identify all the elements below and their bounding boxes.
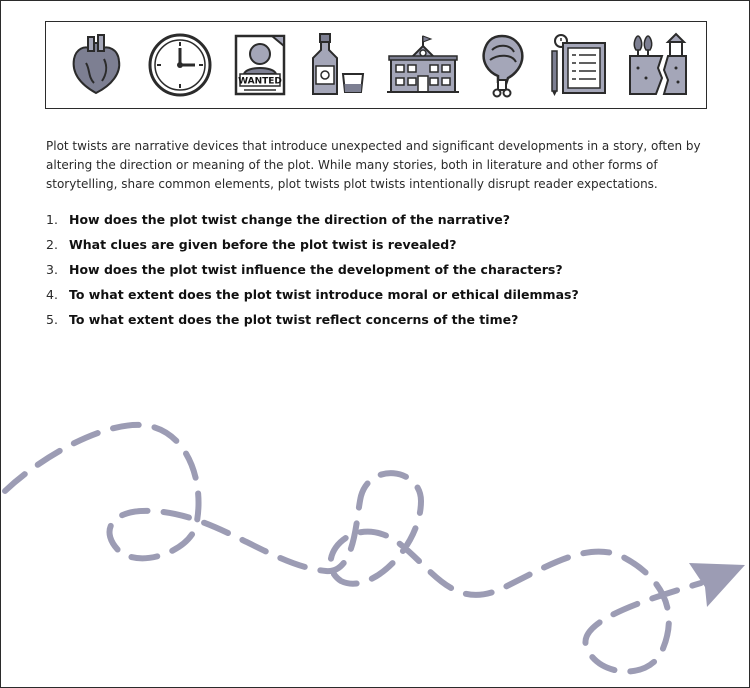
icon-strip	[45, 21, 707, 109]
intro-paragraph: Plot twists are narrative devices that introduce unexpected and significant developments in a story, often by altering the direction or meaning of the plot. While many stories, both in literature and other forms of storytelling, share common elements, plot twists plot twists intentionally disrupt reader expectations.	[46, 139, 701, 191]
wanted-poster-icon	[232, 32, 288, 98]
heart-icon	[64, 33, 128, 97]
poster-label: WANTED	[238, 76, 283, 87]
question-text: To what extent does the plot twist reflect concerns of the time?	[69, 312, 519, 327]
bottle-and-glass-icon	[307, 32, 367, 98]
question-number: 2.	[46, 237, 58, 252]
clock-icon	[147, 32, 213, 98]
drumstick-icon	[478, 32, 528, 98]
question-item	[46, 232, 706, 257]
dashed-twisting-path	[1, 401, 749, 687]
question-item	[46, 207, 706, 232]
question-text: To what extent does the plot twist introduce moral or ethical dilemmas?	[69, 287, 579, 302]
cliff-landscape-icon	[628, 32, 688, 98]
question-number: 1.	[46, 212, 58, 227]
question-text: How does the plot twist influence the development of the characters?	[69, 262, 563, 277]
question-number: 5.	[46, 312, 58, 327]
question-list	[46, 207, 706, 332]
question-item	[46, 282, 706, 307]
dashed-path-line	[5, 425, 701, 672]
question-text: What clues are given before the plot twist is revealed?	[69, 237, 457, 252]
question-text: How does the plot twist change the direction of the narrative?	[69, 212, 511, 227]
clipboard-icon	[547, 33, 609, 97]
school-building-icon	[387, 34, 459, 96]
question-number: 3.	[46, 262, 58, 277]
question-item	[46, 307, 706, 332]
question-item	[46, 257, 706, 282]
question-number: 4.	[46, 287, 58, 302]
